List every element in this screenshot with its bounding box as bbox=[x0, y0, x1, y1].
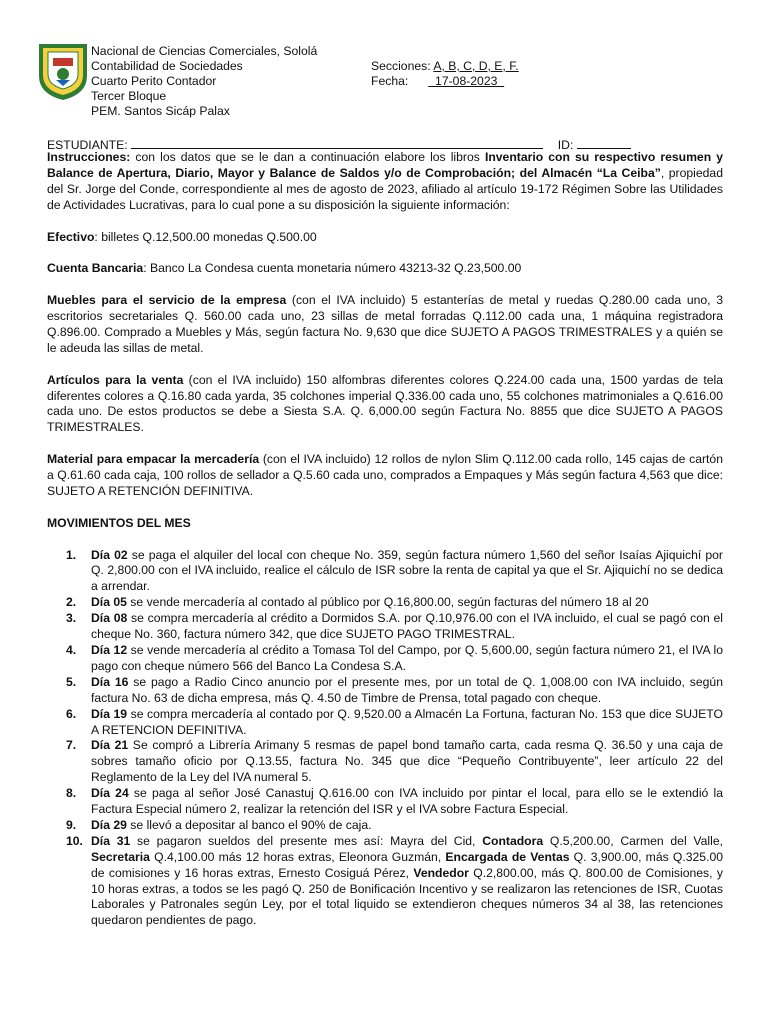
institution-name: Nacional de Ciencias Comerciales, Sololá bbox=[91, 44, 318, 58]
muebles-paragraph: Muebles para el servicio de la empresa (con el IVA incluido) 5 estanterías de metal y ruedas Q.280.00 cada uno, 3 escritorios secretariales Q. 560.00 cada uno, 23 sillas de metal forradas Q.112.00 cada una, 1 máquina registradora Q.896.00. Comprado a Muebles y Más, según factura No. 9,630 que dice SUJETO A PAGOS TRIMESTRALES y a quién se le adeuda las sillas de metal. bbox=[47, 293, 723, 355]
grade-name: Cuarto Perito Contador bbox=[91, 74, 217, 88]
header-info bbox=[91, 44, 317, 119]
list-item: 1. Día 02 se paga el alquiler del local con cheque No. 359, según factura número 1,560 del señor Isaías Ajiquichí por Q. 2,800.00 con el IVA incluido, realice el cálculo de ISR sobre la renta de capital ya que el Sr. Ajiquichí no se dedica a arrendar. bbox=[66, 547, 723, 594]
id-label: ID: bbox=[557, 138, 574, 152]
list-item: 4. Día 12 se vende mercadería al crédito a Tomasa Tol del Campo, por Q. 5,600.00, según factura número 21, el IVA lo pago con cheque número 566 del Banco La Condesa S.A. bbox=[66, 642, 723, 673]
student-id-blank bbox=[577, 137, 631, 149]
instructions-paragraph: Instrucciones: con los datos que se le dan a continuación elabore los libros Inventario con su respectivo resumen y Balance de Apertura, Diario, Mayor y Balance de Saldos y/o de Comprobación; del Almacén “La Ceiba”, propiedad del Sr. Jorge del Conde, correspondiente al mes de agosto de 2023, afiliado al artículo 19-172 Régimen Sobre las Utilidades de Actividades Lucrativas, para lo cual pone a su disposición la siguiente información: bbox=[47, 150, 723, 212]
sections-value: A, B, C, D, E, F. bbox=[433, 59, 519, 73]
list-item: 2. Día 05 se vende mercadería al contado al público por Q.16,800.00, según facturas del número 18 al 20 bbox=[66, 595, 649, 610]
student-name-blank bbox=[131, 137, 543, 149]
date-line bbox=[371, 74, 519, 89]
list-item: 3. Día 08 se compra mercadería al crédito a Dormidos S.A. por Q.10,976.00 con el IVA incluido, el cual se pagó con el cheque No. 360, factura número 342, que dice SUJETO PAGO TRIMESTRAL. bbox=[66, 611, 723, 642]
block-name: Tercer Bloque bbox=[91, 89, 167, 103]
list-item: 5. Día 16 se pago a Radio Cinco anuncio por el presente mes, por un total de Q. 1,008.00 con IVA incluido, según factura No. 63 de dicha empresa, más Q. 4.50 de Timbre de Prensa, total pagado con cheque. bbox=[66, 674, 723, 705]
efectivo-paragraph: Efectivo: billetes Q.12,500.00 monedas Q.500.00 bbox=[47, 229, 317, 244]
list-item: 6. Día 19 se compra mercadería al contado por Q. 9,520.00 a Almacén La Fortuna, facturan No. 153 que dice SUJETO A RETENCION DEFINITIVA. bbox=[66, 706, 723, 737]
articulos-paragraph: Artículos para la venta (con el IVA incluido) 150 alfombras diferentes colores Q.224.00 cada una, 1500 yardas de tela diferentes colores a Q.16.80 cada yarda, 35 colchones imperial Q.336.00 cada uno, 55 colchones matrimoniales a Q.616.00 cada uno. De estos productos se debe a Siesta S.A. Q. 6,000.00 según Factura No. 8855 que dice SUJETO A PAGOS TRIMESTRALES. bbox=[47, 372, 723, 435]
movimientos-title: MOVIMIENTOS DEL MES bbox=[47, 515, 191, 530]
movimientos-list bbox=[47, 548, 723, 930]
sections-line bbox=[371, 59, 519, 74]
school-logo-icon bbox=[36, 40, 90, 102]
cuenta-paragraph: Cuenta Bancaria: Banco La Condesa cuenta monetaria número 43213-32 Q.23,500.00 bbox=[47, 261, 522, 276]
course-name: Contabilidad de Sociedades bbox=[91, 59, 243, 73]
document-body bbox=[47, 150, 723, 929]
list-item: 7. Día 21 Se compró a Librería Arimany 5 resmas de papel bond tamaño carta, cada resma Q. 36.50 y una caja de sobres tamaño oficio por Q.13.55, factura No. 345 que dice “Pequeño Contribuyente”, leer artículo 22 del Reglamento de la Ley del IVA numeral 5. bbox=[66, 738, 723, 785]
date-value: 17-08-2023 bbox=[435, 74, 498, 88]
student-label: ESTUDIANTE: bbox=[47, 138, 128, 152]
sections-label: Secciones: bbox=[371, 59, 431, 73]
list-item: 10. Día 31 se pagaron sueldos del presente mes así: Mayra del Cid, Contadora Q.5,200.00, Carmen del Valle, Secretaria Q.4,100.00 más 12 horas extras, Eleonora Guzmán, Encargada de Ventas Q. 3,900.00, más Q.325.00 de comisiones y 16 horas extras, Ernesto Cosiguá Pérez, Vendedor Q.2,800.00, más Q. 800.00 de Comisiones, y 10 horas extras, a todos se les pagó Q. 250 de Bonificación Incentivo y se realizaron las retenciones de ISR, Cuotas Laborales y Patronales según Ley, por el total liquido se extendieron cheques números 34 al 38, las retenciones quedaron pendientes de pago. bbox=[66, 833, 724, 928]
date-label: Fecha: bbox=[371, 74, 409, 88]
list-item: 8. Día 24 se paga al señor José Canastuj Q.616.00 con IVA incluido por pintar el local, para ello se le extendió la Factura Especial número 2, realizar la retención del ISR y el IVA sobre Factura Especial. bbox=[66, 786, 723, 817]
list-item: 9. Día 29 se llevó a depositar al banco el 90% de caja. bbox=[66, 817, 372, 832]
material-paragraph: Material para empacar la mercadería (con el IVA incluido) 12 rollos de nylon Slim Q.112.00 cada rollo, 145 cajas de cartón a Q.61.60 cada caja, 100 rollos de sellador a Q.5.60 cada uno, comprados a Empaques y Más según factura 4,563 que dice: SUJETO A RETENCIÓN DEFINITIVA. bbox=[47, 452, 723, 498]
teacher-name: PEM. Santos Sicáp Palax bbox=[91, 104, 230, 118]
header-meta bbox=[371, 59, 519, 89]
